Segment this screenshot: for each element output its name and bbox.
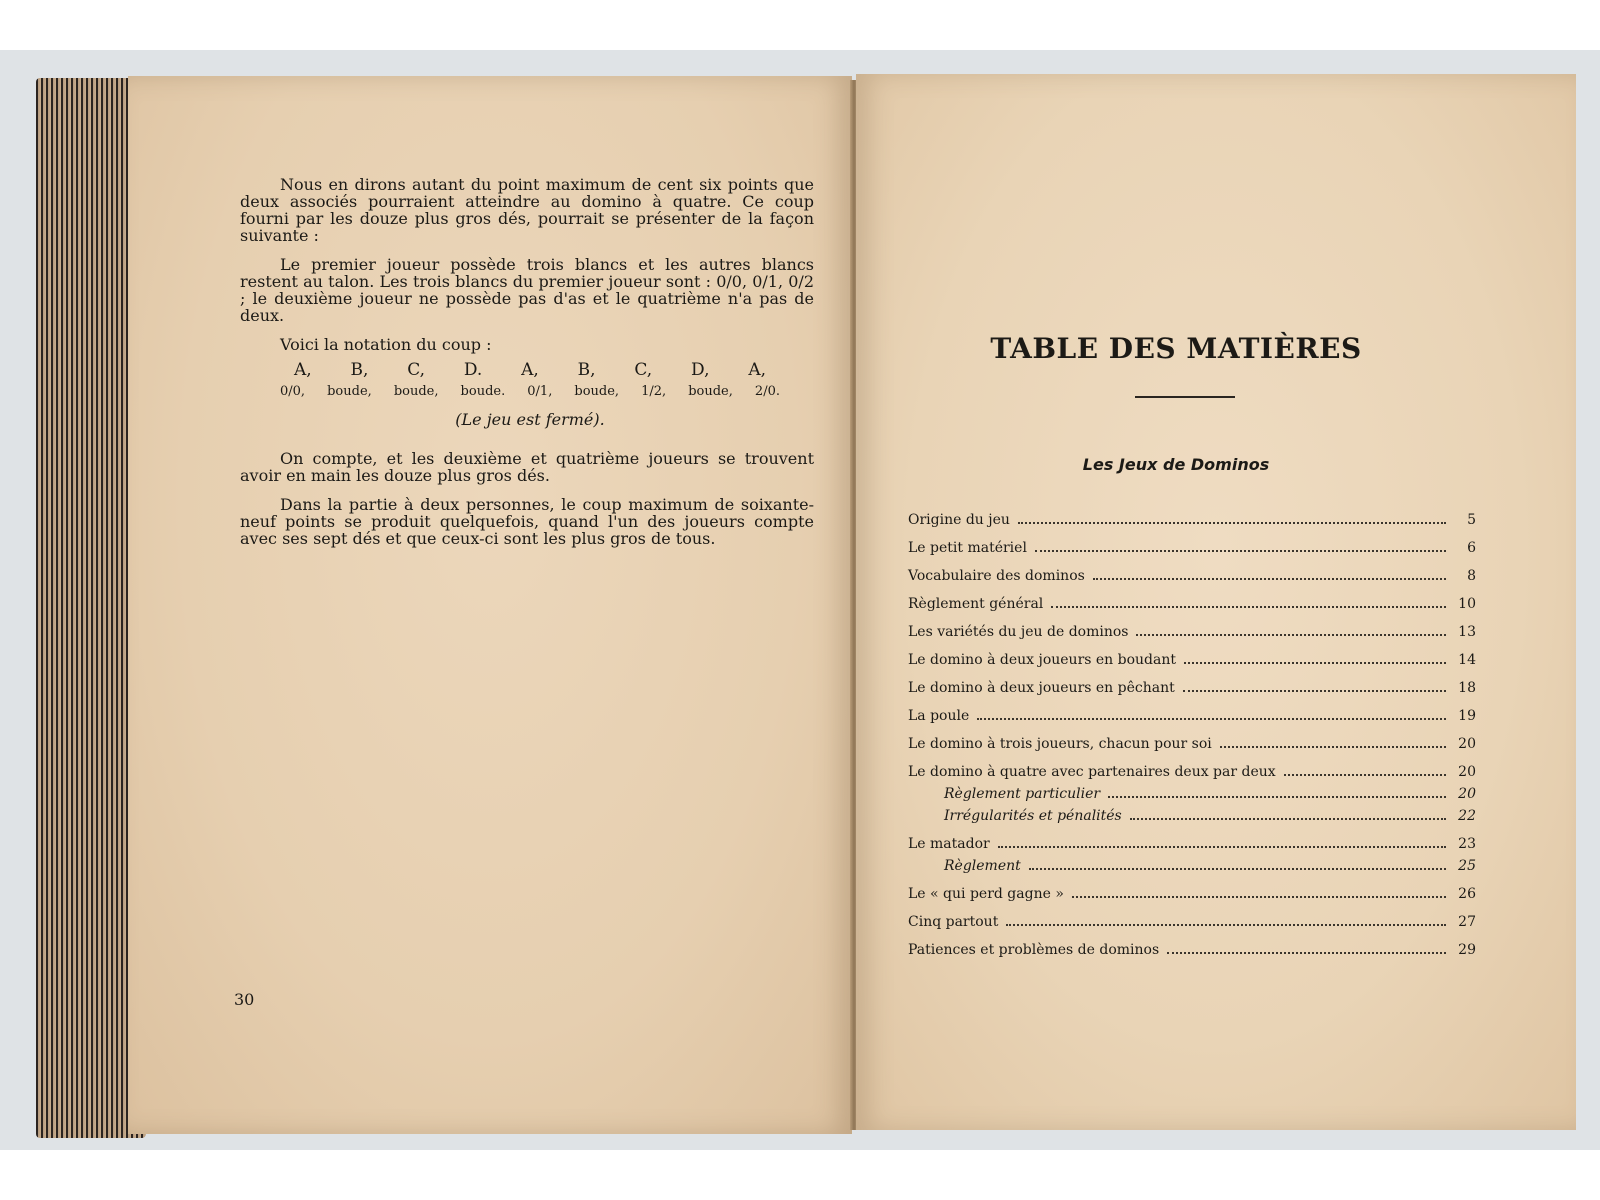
toc-entry-label: Origine du jeu bbox=[908, 512, 1010, 528]
paragraph: Nous en dirons autant du point maximum de cent six points que deux associés pourraient atteindre au domino à quatre. Ce coup fourni par les douze plus gros dés, pourrait se présenter de la façon suivante : bbox=[240, 175, 814, 245]
toc-title: TABLE DES MATIÈRES bbox=[990, 332, 1362, 365]
toc-entry bbox=[908, 500, 1476, 528]
toc-entry-page: 20 bbox=[1458, 736, 1476, 752]
toc-leader-dots bbox=[1184, 661, 1446, 664]
toc-entry-label: Règlement particulier bbox=[944, 786, 1101, 802]
toc-entry-label: Les variétés du jeu de dominos bbox=[908, 624, 1129, 640]
title-rule bbox=[1135, 396, 1235, 398]
toc-entry bbox=[908, 696, 1476, 724]
toc-leader-dots bbox=[1220, 745, 1446, 748]
toc-entry bbox=[908, 752, 1476, 780]
toc-entry-label: Cinq partout bbox=[908, 914, 999, 930]
paragraph: Dans la partie à deux personnes, le coup maximum de soixante-neuf points se produit quelquefois, quand l'un des joueurs compte avec ses sept dés et que ceux-ci sont les plus gros de tous. bbox=[240, 495, 814, 548]
toc-subentry bbox=[908, 780, 1476, 802]
notation-player: D. bbox=[463, 360, 483, 380]
toc-entry bbox=[908, 612, 1476, 640]
notation-move: boude. bbox=[460, 384, 506, 399]
toc-entry-page: 26 bbox=[1458, 886, 1476, 902]
notation-player: C, bbox=[634, 360, 653, 380]
toc-entry bbox=[908, 668, 1476, 696]
toc-entry-page: 22 bbox=[1458, 808, 1476, 824]
toc-leader-dots bbox=[1167, 951, 1446, 954]
toc-entry-label: Le domino à deux joueurs en boudant bbox=[908, 652, 1177, 668]
toc-entry-page: 27 bbox=[1458, 914, 1476, 930]
toc-leader-dots bbox=[1018, 521, 1446, 524]
notation-player: C, bbox=[407, 360, 426, 380]
toc-entry-label: Règlement bbox=[944, 858, 1021, 874]
toc-leader-dots bbox=[1093, 577, 1446, 580]
toc-leader-dots bbox=[1006, 923, 1446, 926]
toc-entry-label: Le domino à deux joueurs en pêchant bbox=[908, 680, 1175, 696]
paragraph: On compte, et les deuxième et quatrième joueurs se trouvent avoir en main les douze plus gros dés. bbox=[240, 449, 814, 485]
toc-leader-dots bbox=[977, 717, 1446, 720]
toc-entry-label: La poule bbox=[908, 708, 970, 724]
toc-entry bbox=[908, 874, 1476, 902]
page-number: 30 bbox=[234, 990, 255, 1009]
toc-entry-label: Le « qui perd gagne » bbox=[908, 886, 1064, 902]
toc-entry-page: 8 bbox=[1467, 568, 1476, 584]
toc-entry bbox=[908, 584, 1476, 612]
toc-entry-page: 13 bbox=[1458, 624, 1476, 640]
toc-entry bbox=[908, 824, 1476, 852]
toc-leader-dots bbox=[1183, 689, 1446, 692]
notation-move: 1/2, bbox=[641, 384, 667, 399]
toc-list bbox=[908, 500, 1476, 958]
toc-entry-page: 25 bbox=[1458, 858, 1476, 874]
notation-player: B, bbox=[577, 360, 596, 380]
paragraph: Le premier joueur possède trois blancs et les autres blancs restent au talon. Les trois blancs du premier joueur sont : 0/0, 0/1, 0/2 ; le deuxième joueur ne possède pas d'as et le quatrième n'a pas de deux. bbox=[240, 255, 814, 325]
notation-move: boude, bbox=[688, 384, 733, 399]
toc-leader-dots bbox=[1029, 867, 1446, 870]
toc-leader-dots bbox=[1072, 895, 1446, 898]
toc-section-heading: Les Jeux de Dominos bbox=[1082, 455, 1270, 474]
notation-moves bbox=[280, 384, 780, 399]
notation-player: A, bbox=[521, 360, 539, 380]
toc-entry bbox=[908, 724, 1476, 752]
closed-game-note: (Le jeu est fermé). bbox=[455, 410, 605, 429]
move-notation bbox=[280, 360, 780, 399]
toc-entry bbox=[908, 930, 1476, 958]
toc-entry bbox=[908, 556, 1476, 584]
toc-entry-label: Irrégularités et pénalités bbox=[944, 808, 1122, 824]
left-text-top bbox=[240, 176, 814, 365]
toc-leader-dots bbox=[1108, 795, 1446, 798]
notation-player: B, bbox=[350, 360, 369, 380]
toc-entry-page: 19 bbox=[1458, 708, 1476, 724]
notation-move: boude, bbox=[393, 384, 439, 399]
toc-entry-page: 18 bbox=[1458, 680, 1476, 696]
notation-move: boude, bbox=[327, 384, 372, 399]
toc-entry-page: 6 bbox=[1467, 540, 1476, 556]
toc-leader-dots bbox=[1136, 633, 1446, 636]
toc-entry-page: 14 bbox=[1458, 652, 1476, 668]
toc-subentry bbox=[908, 802, 1476, 824]
toc-entry-label: Le matador bbox=[908, 836, 990, 852]
toc-entry bbox=[908, 640, 1476, 668]
toc-leader-dots bbox=[998, 845, 1446, 848]
toc-leader-dots bbox=[1051, 605, 1446, 608]
notation-move: 0/1, bbox=[527, 384, 553, 399]
toc-entry-page: 23 bbox=[1458, 836, 1476, 852]
left-text-bottom bbox=[240, 450, 814, 559]
toc-subentry bbox=[908, 852, 1476, 874]
toc-leader-dots bbox=[1035, 549, 1446, 552]
toc-entry-page: 10 bbox=[1458, 596, 1476, 612]
toc-entry-page: 29 bbox=[1458, 942, 1476, 958]
toc-entry-page: 20 bbox=[1458, 786, 1476, 802]
toc-leader-dots bbox=[1130, 817, 1446, 820]
toc-leader-dots bbox=[1284, 773, 1446, 776]
toc-entry-label: Le domino à trois joueurs, chacun pour soi bbox=[908, 736, 1212, 752]
notation-player: A, bbox=[748, 360, 766, 380]
paragraph: Voici la notation du coup : bbox=[280, 335, 492, 354]
notation-move: 2/0. bbox=[754, 384, 780, 399]
notation-move: boude, bbox=[574, 384, 620, 399]
toc-entry-label: Le petit matériel bbox=[908, 540, 1027, 556]
toc-entry-label: Vocabulaire des dominos bbox=[908, 568, 1085, 584]
toc-entry-page: 20 bbox=[1458, 764, 1476, 780]
toc-entry-label: Le domino à quatre avec partenaires deux par deux bbox=[908, 764, 1276, 780]
toc-entry bbox=[908, 902, 1476, 930]
toc-entry-page: 5 bbox=[1467, 512, 1476, 528]
toc-entry-label: Patiences et problèmes de dominos bbox=[908, 942, 1160, 958]
notation-player: D, bbox=[691, 360, 710, 380]
notation-move: 0/0, bbox=[280, 384, 306, 399]
notation-players bbox=[280, 360, 780, 380]
toc-entry bbox=[908, 528, 1476, 556]
toc-entry-label: Règlement général bbox=[908, 596, 1044, 612]
notation-player: A, bbox=[294, 360, 312, 380]
